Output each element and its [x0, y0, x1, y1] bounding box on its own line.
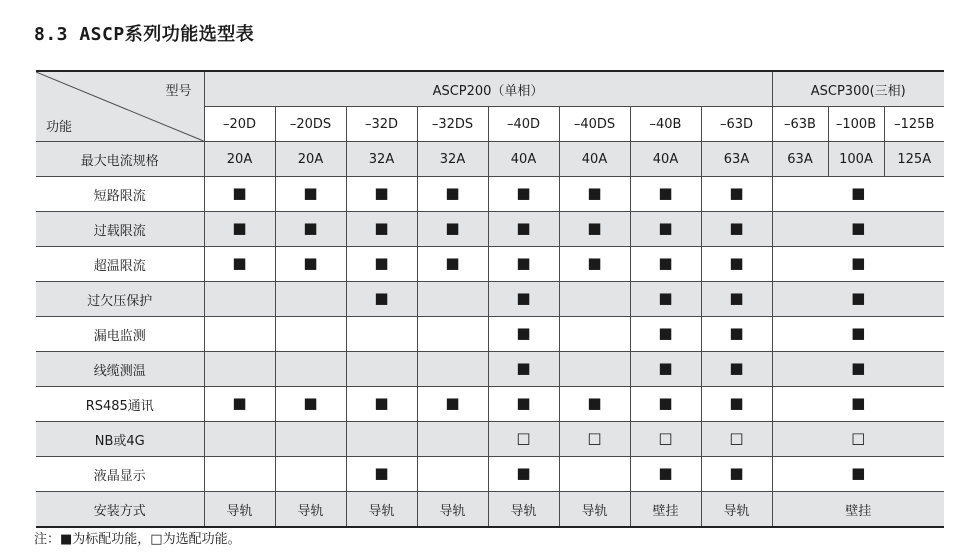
feature-row [36, 352, 944, 387]
standard-mark: ■ [729, 254, 744, 272]
standard-mark: ■ [729, 464, 744, 482]
model-header-cell: –40D [488, 107, 559, 142]
feature-mark-cell [630, 247, 701, 282]
standard-mark: ■ [374, 464, 389, 482]
feature-mark-cell [559, 177, 630, 212]
current-value-cell: 32A [346, 142, 417, 177]
feature-mark-cell [559, 352, 630, 387]
standard-mark: ■ [303, 184, 318, 202]
row-label: 液晶显示 [36, 457, 204, 492]
model-header-cell: –20DS [275, 107, 346, 142]
feature-mark-cell [701, 317, 772, 352]
feature-mark-cell [559, 212, 630, 247]
feature-mark-cell [204, 247, 275, 282]
row-label: NB或4G [36, 422, 204, 457]
feature-mark-cell [701, 422, 772, 457]
standard-mark: ■ [658, 289, 673, 307]
feature-mark-cell-ascp300 [772, 422, 944, 457]
current-value-cell: 40A [559, 142, 630, 177]
install-value-cell: 导轨 [559, 492, 630, 528]
feature-mark-cell [275, 177, 346, 212]
feature-mark-cell [275, 387, 346, 422]
standard-mark: ■ [729, 289, 744, 307]
current-value-cell: 20A [204, 142, 275, 177]
feature-mark-cell [488, 352, 559, 387]
model-header-cell: –63B [772, 107, 828, 142]
standard-mark: ■ [729, 359, 744, 377]
feature-mark-cell [630, 387, 701, 422]
feature-mark-cell [346, 247, 417, 282]
feature-mark-cell [204, 282, 275, 317]
standard-mark: ■ [587, 219, 602, 237]
install-value-cell: 导轨 [275, 492, 346, 528]
standard-mark: ■ [232, 219, 247, 237]
model-header-cell: –32D [346, 107, 417, 142]
feature-mark-cell [630, 212, 701, 247]
feature-mark-cell [701, 177, 772, 212]
feature-mark-cell-ascp300 [772, 282, 944, 317]
feature-row [36, 282, 944, 317]
legend-note: 注：■为标配功能，□为选配功能。 [34, 532, 241, 547]
row-label: RS485通讯 [36, 387, 204, 422]
standard-mark: ■ [658, 394, 673, 412]
optional-mark: □ [658, 429, 673, 447]
feature-mark-cell [630, 177, 701, 212]
feature-mark-cell [204, 422, 275, 457]
feature-mark-cell [417, 352, 488, 387]
model-header-cell: –20D [204, 107, 275, 142]
feature-mark-cell [417, 247, 488, 282]
standard-mark: ■ [445, 184, 460, 202]
feature-mark-cell [488, 387, 559, 422]
feature-mark-cell [417, 422, 488, 457]
feature-mark-cell [275, 457, 346, 492]
row-label: 漏电监测 [36, 317, 204, 352]
feature-mark-cell [204, 457, 275, 492]
feature-mark-cell [275, 282, 346, 317]
standard-mark: ■ [445, 394, 460, 412]
feature-mark-cell [417, 282, 488, 317]
feature-mark-cell [630, 422, 701, 457]
feature-mark-cell [488, 212, 559, 247]
standard-mark: ■ [303, 394, 318, 412]
standard-mark: ■ [729, 324, 744, 342]
feature-mark-cell [488, 247, 559, 282]
model-header-cell: –40DS [559, 107, 630, 142]
standard-mark: ■ [587, 184, 602, 202]
current-value-cell: 100A [828, 142, 884, 177]
current-value-cell: 40A [488, 142, 559, 177]
standard-mark: ■ [232, 254, 247, 272]
current-row [36, 142, 944, 177]
feature-mark-cell [275, 212, 346, 247]
feature-mark-cell [417, 457, 488, 492]
feature-mark-cell [630, 352, 701, 387]
standard-mark: ■ [658, 219, 673, 237]
feature-mark-cell [701, 387, 772, 422]
standard-mark: ■ [851, 324, 866, 342]
group-header-ascp200: ASCP200（单相） [204, 71, 772, 107]
feature-mark-cell-ascp300 [772, 457, 944, 492]
feature-row [36, 212, 944, 247]
feature-row [36, 457, 944, 492]
standard-mark: ■ [516, 464, 531, 482]
standard-mark: ■ [851, 254, 866, 272]
standard-mark: ■ [374, 219, 389, 237]
header-group-row [36, 71, 944, 107]
standard-mark: ■ [374, 184, 389, 202]
feature-mark-cell [559, 422, 630, 457]
feature-mark-cell-ascp300 [772, 212, 944, 247]
standard-mark: ■ [729, 394, 744, 412]
current-value-cell: 63A [772, 142, 828, 177]
feature-mark-cell [275, 422, 346, 457]
feature-row [36, 247, 944, 282]
current-value-cell: 63A [701, 142, 772, 177]
feature-row [36, 317, 944, 352]
standard-mark: ■ [232, 184, 247, 202]
standard-mark: ■ [374, 254, 389, 272]
feature-mark-cell [630, 317, 701, 352]
optional-mark: □ [729, 429, 744, 447]
feature-mark-cell [417, 387, 488, 422]
standard-mark: ■ [516, 254, 531, 272]
model-header-cell: –63D [701, 107, 772, 142]
feature-mark-cell [204, 317, 275, 352]
feature-mark-cell [559, 282, 630, 317]
feature-row [36, 422, 944, 457]
feature-mark-cell [346, 422, 417, 457]
feature-mark-cell-ascp300 [772, 352, 944, 387]
feature-selection-table [36, 70, 944, 528]
install-value-cell: 导轨 [346, 492, 417, 528]
model-header-cell: –32DS [417, 107, 488, 142]
feature-mark-cell [417, 177, 488, 212]
feature-mark-cell [204, 177, 275, 212]
feature-mark-cell [488, 317, 559, 352]
standard-mark: ■ [303, 254, 318, 272]
install-value-cell: 导轨 [417, 492, 488, 528]
feature-mark-cell-ascp300 [772, 387, 944, 422]
feature-row [36, 177, 944, 212]
current-value-cell: 125A [884, 142, 944, 177]
install-value-cell-ascp300: 壁挂 [772, 492, 944, 528]
standard-mark: ■ [445, 219, 460, 237]
model-header-cell: –100B [828, 107, 884, 142]
feature-mark-cell [346, 317, 417, 352]
row-label: 过欠压保护 [36, 282, 204, 317]
standard-mark: ■ [445, 254, 460, 272]
model-header-cell: –40B [630, 107, 701, 142]
feature-mark-cell [701, 247, 772, 282]
standard-mark: ■ [851, 289, 866, 307]
standard-mark: ■ [658, 254, 673, 272]
row-label: 线缆测温 [36, 352, 204, 387]
row-label: 短路限流 [36, 177, 204, 212]
row-label: 最大电流规格 [36, 142, 204, 177]
optional-mark: □ [587, 429, 602, 447]
feature-mark-cell [630, 457, 701, 492]
standard-mark: ■ [658, 359, 673, 377]
feature-mark-cell [701, 352, 772, 387]
feature-mark-cell [488, 177, 559, 212]
standard-mark: ■ [851, 464, 866, 482]
feature-row [36, 387, 944, 422]
install-value-cell: 壁挂 [630, 492, 701, 528]
install-row [36, 492, 944, 528]
standard-mark: ■ [374, 289, 389, 307]
feature-mark-cell [488, 282, 559, 317]
standard-mark: ■ [587, 254, 602, 272]
row-label: 安装方式 [36, 492, 204, 528]
feature-mark-cell [275, 247, 346, 282]
feature-mark-cell-ascp300 [772, 177, 944, 212]
model-header-cell: –125B [884, 107, 944, 142]
feature-mark-cell [417, 317, 488, 352]
feature-mark-cell [630, 282, 701, 317]
feature-mark-cell [275, 317, 346, 352]
standard-mark: ■ [516, 359, 531, 377]
feature-mark-cell [559, 247, 630, 282]
feature-mark-cell [701, 457, 772, 492]
standard-mark: ■ [729, 219, 744, 237]
feature-mark-cell [346, 177, 417, 212]
standard-mark: ■ [658, 464, 673, 482]
standard-mark: ■ [516, 394, 531, 412]
feature-mark-cell [701, 212, 772, 247]
feature-mark-cell-ascp300 [772, 317, 944, 352]
feature-mark-cell [488, 422, 559, 457]
current-value-cell: 40A [630, 142, 701, 177]
standard-mark: ■ [658, 324, 673, 342]
feature-mark-cell [346, 457, 417, 492]
standard-mark: ■ [851, 184, 866, 202]
optional-mark: □ [516, 429, 531, 447]
standard-mark: ■ [232, 394, 247, 412]
feature-mark-cell [559, 317, 630, 352]
standard-mark: ■ [516, 289, 531, 307]
group-header-ascp300: ASCP300(三相) [772, 71, 944, 107]
feature-mark-cell [701, 282, 772, 317]
corner-header-cell [36, 71, 204, 142]
section-title: 8.3 ASCP系列功能选型表 [34, 24, 255, 45]
corner-function-label: 功能 [46, 120, 73, 135]
standard-mark: ■ [851, 219, 866, 237]
corner-model-label: 型号 [165, 84, 192, 99]
standard-mark: ■ [516, 219, 531, 237]
feature-mark-cell [275, 352, 346, 387]
row-label: 超温限流 [36, 247, 204, 282]
row-label: 过载限流 [36, 212, 204, 247]
standard-mark: ■ [303, 219, 318, 237]
standard-mark: ■ [374, 394, 389, 412]
standard-mark: ■ [587, 394, 602, 412]
feature-mark-cell [346, 282, 417, 317]
feature-mark-cell [488, 457, 559, 492]
standard-mark: ■ [729, 184, 744, 202]
feature-mark-cell [346, 212, 417, 247]
feature-mark-cell [204, 352, 275, 387]
feature-mark-cell [417, 212, 488, 247]
install-value-cell: 导轨 [701, 492, 772, 528]
standard-mark: ■ [658, 184, 673, 202]
standard-mark: ■ [516, 324, 531, 342]
feature-mark-cell-ascp300 [772, 247, 944, 282]
standard-mark: ■ [851, 359, 866, 377]
optional-mark: □ [851, 429, 866, 447]
feature-mark-cell [204, 387, 275, 422]
install-value-cell: 导轨 [488, 492, 559, 528]
feature-mark-cell [346, 387, 417, 422]
current-value-cell: 20A [275, 142, 346, 177]
feature-mark-cell [559, 387, 630, 422]
feature-mark-cell [559, 457, 630, 492]
standard-mark: ■ [851, 394, 866, 412]
standard-mark: ■ [516, 184, 531, 202]
current-value-cell: 32A [417, 142, 488, 177]
feature-mark-cell [346, 352, 417, 387]
feature-mark-cell [204, 212, 275, 247]
install-value-cell: 导轨 [204, 492, 275, 528]
